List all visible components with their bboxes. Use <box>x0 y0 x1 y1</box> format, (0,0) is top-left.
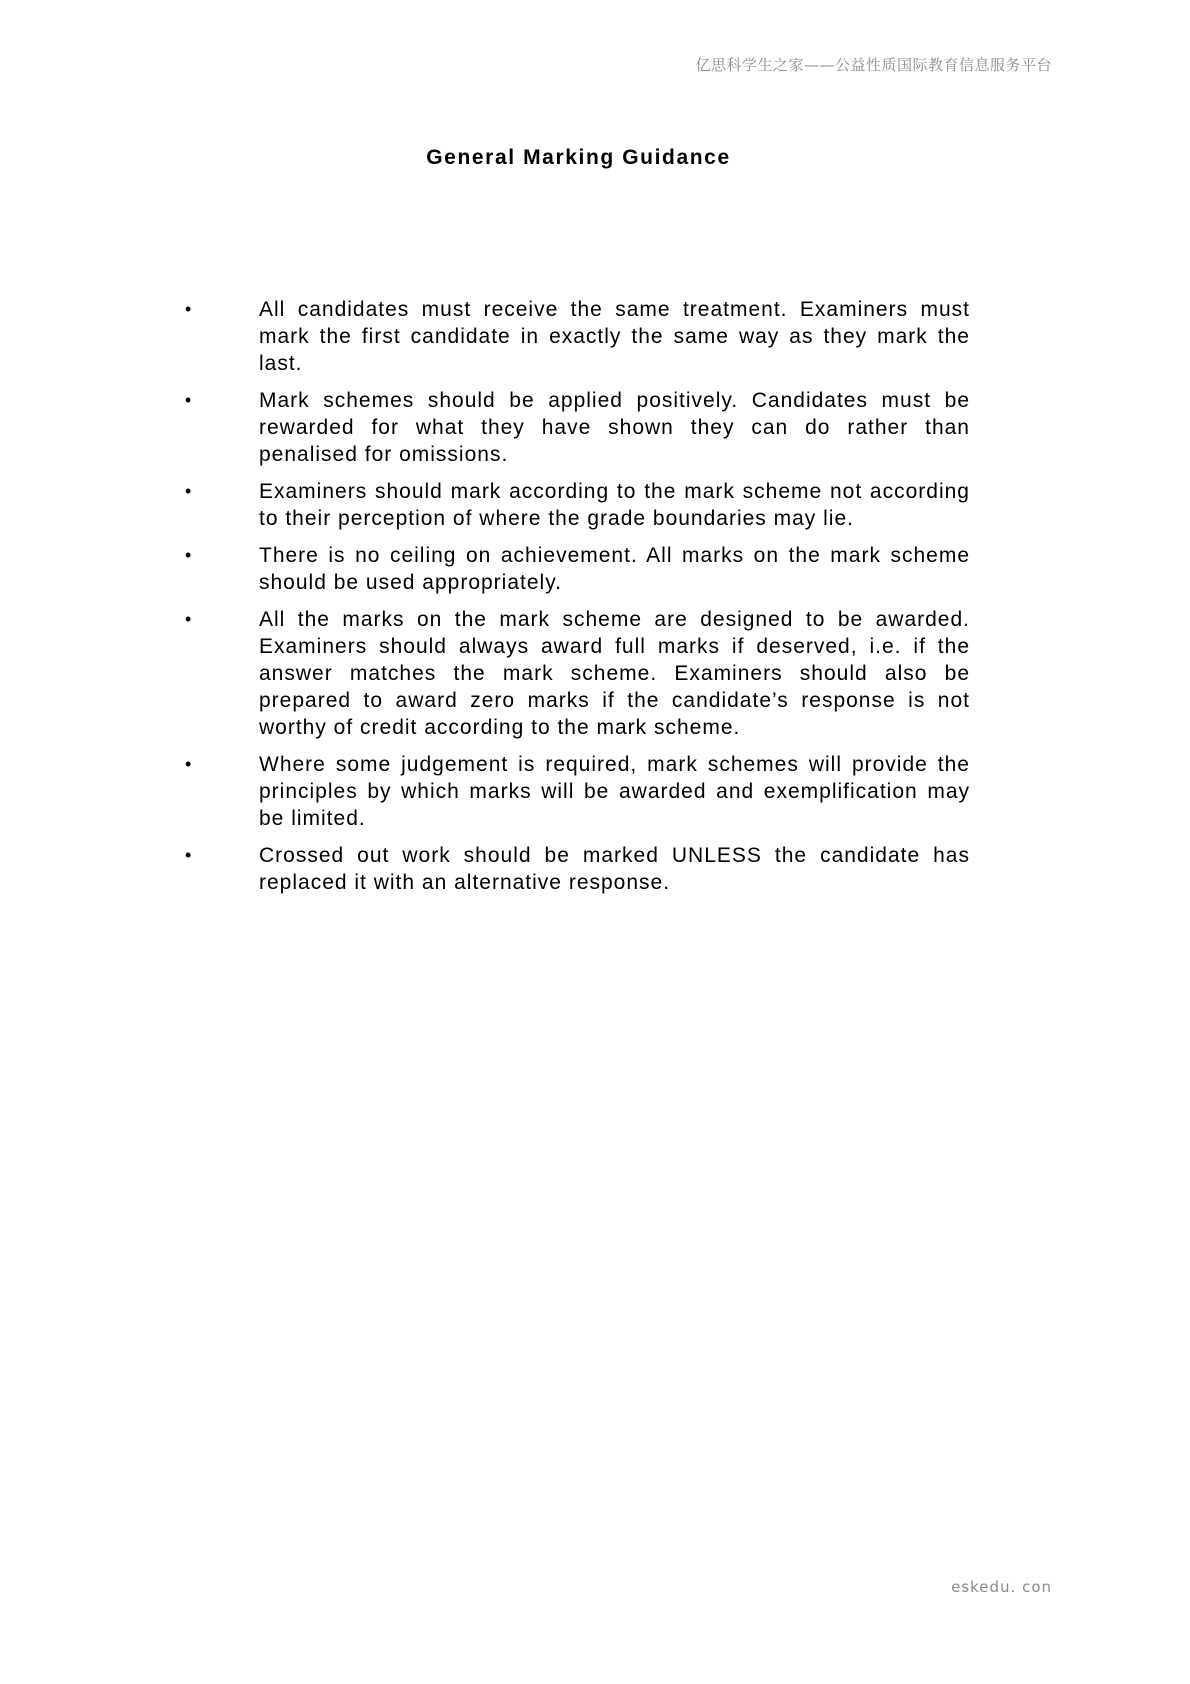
bullet-icon: • <box>185 609 193 629</box>
guidance-text: Where some judgement is required, mark schemes will provide the principles by which marks will be awarded and exemplification may be limited. <box>259 753 970 830</box>
guidance-item <box>180 542 970 596</box>
guidance-item <box>180 478 970 532</box>
bullet-icon: • <box>185 754 193 774</box>
guidance-text: All candidates must receive the same treatment. Examiners must mark the first candidate in exactly the same way as they mark the last. <box>259 298 970 375</box>
bullet-icon: • <box>185 481 193 501</box>
bullet-icon: • <box>185 299 193 319</box>
guidance-text: All the marks on the mark scheme are designed to be awarded. Examiners should always award full marks if deserved, i.e. if the answer matches the mark scheme. Examiners should also be prepared to award zero marks if the candidate’s response is not worthy of credit according to the mark scheme. <box>259 608 970 739</box>
footer-watermark: eskedu. con <box>951 1578 1052 1596</box>
guidance-item <box>180 387 970 468</box>
page-title: General Marking Guidance <box>426 146 731 169</box>
guidance-text: There is no ceiling on achievement. All marks on the mark scheme should be used appropriately. <box>259 544 970 594</box>
guidance-text: Crossed out work should be marked UNLESS the candidate has replaced it with an alternative response. <box>259 844 970 894</box>
guidance-item <box>180 751 970 832</box>
bullet-icon: • <box>185 845 193 865</box>
guidance-text: Examiners should mark according to the mark scheme not according to their perception of where the grade boundaries may lie. <box>259 480 970 530</box>
guidance-item <box>180 842 970 896</box>
guidance-list <box>180 296 970 906</box>
guidance-text: Mark schemes should be applied positively. Candidates must be rewarded for what they have shown they can do rather than penalised for omissions. <box>259 389 970 466</box>
header-watermark: 亿思科学生之家——公益性质国际教育信息服务平台 <box>695 56 1052 74</box>
guidance-item <box>180 296 970 377</box>
bullet-icon: • <box>185 545 193 565</box>
guidance-item <box>180 606 970 741</box>
bullet-icon: • <box>185 390 193 410</box>
